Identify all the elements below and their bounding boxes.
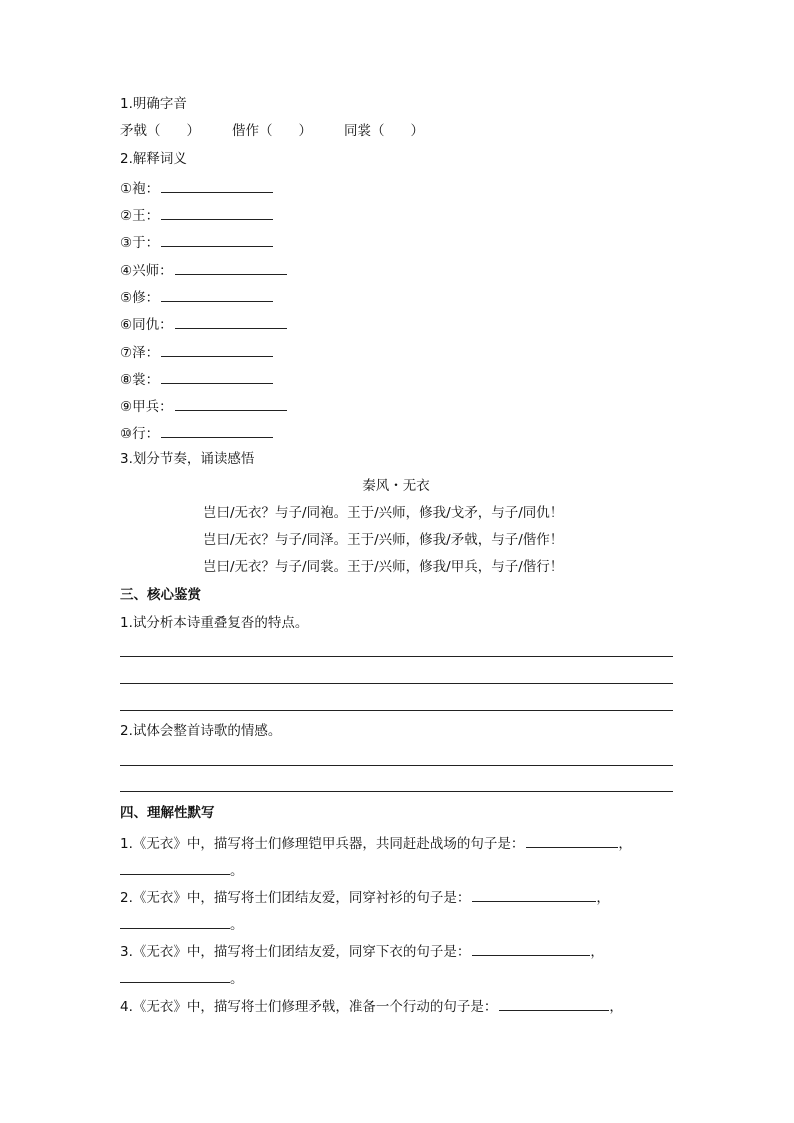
answer-line[interactable] xyxy=(120,791,673,792)
poem-line: 岂曰/无衣？与子/同袍。王于/兴师，修我/戈矛，与子/同仇！ xyxy=(203,505,564,521)
punctuation: ， xyxy=(618,836,632,852)
answer-blank[interactable] xyxy=(526,835,618,848)
dictation-question-text: 4.《无衣》中，描写将士们修理矛戟，准备一个行动的句子是： xyxy=(120,999,498,1015)
meaning-item xyxy=(120,289,273,306)
answer-blank[interactable] xyxy=(175,398,287,411)
answer-blank[interactable] xyxy=(120,862,230,875)
punctuation: ， xyxy=(609,999,623,1015)
dictation-continuation xyxy=(120,862,244,879)
meaning-label: ⑩行： xyxy=(120,426,160,442)
pronunciation-item xyxy=(232,125,312,139)
punctuation: 。 xyxy=(230,971,244,987)
meaning-item xyxy=(120,344,273,361)
answer-blank[interactable] xyxy=(472,889,596,902)
meaning-label: ⑦泽： xyxy=(120,345,160,361)
poem-title: 秦风・无衣 xyxy=(362,478,430,494)
answer-blank[interactable] xyxy=(175,316,287,329)
meaning-label: ⑧裳： xyxy=(120,372,160,388)
answer-line[interactable] xyxy=(120,710,673,711)
meaning-label: ③于： xyxy=(120,235,160,251)
pronunciation-close: ） xyxy=(298,123,312,139)
dictation-question xyxy=(120,998,623,1015)
meaning-item xyxy=(120,234,273,251)
section-dictation-heading: 四、理解性默写 xyxy=(120,805,215,821)
answer-line[interactable] xyxy=(120,683,673,684)
pronunciation-item xyxy=(120,125,200,139)
pronunciation-word: 同裳（ xyxy=(344,123,385,139)
section-rhythm-title: 3.划分节奏，诵读感悟 xyxy=(120,451,255,467)
meaning-label: ⑤修： xyxy=(120,290,160,306)
dictation-question-text: 2.《无衣》中，描写将士们团结友爱，同穿衬衫的句子是： xyxy=(120,890,471,906)
answer-line[interactable] xyxy=(120,765,673,766)
answer-blank[interactable] xyxy=(120,916,230,929)
meaning-label: ⑥同仇： xyxy=(120,317,173,333)
pronunciation-word: 矛戟（ xyxy=(120,123,161,139)
dictation-question xyxy=(120,943,604,960)
dictation-question-text: 1.《无衣》中，描写将士们修理铠甲兵器，共同赶赴战场的句子是： xyxy=(120,836,525,852)
section-meanings-title: 2.解释词义 xyxy=(120,151,187,167)
punctuation: 。 xyxy=(230,917,244,933)
answer-blank[interactable] xyxy=(499,998,609,1011)
poem-line: 岂曰/无衣？与子/同泽。王于/兴师，修我/矛戟，与子/偕作！ xyxy=(203,532,564,548)
meaning-item xyxy=(120,316,287,333)
answer-blank[interactable] xyxy=(161,180,273,193)
pronunciation-word: 偕作（ xyxy=(232,123,273,139)
poem-line: 岂曰/无衣？与子/同裳。王于/兴师，修我/甲兵，与子/偕行！ xyxy=(203,559,564,575)
answer-blank[interactable] xyxy=(161,289,273,302)
meaning-item xyxy=(120,207,273,224)
dictation-question-text: 3.《无衣》中，描写将士们团结友爱，同穿下衣的句子是： xyxy=(120,944,471,960)
meaning-item xyxy=(120,425,273,442)
answer-blank[interactable] xyxy=(161,425,273,438)
pronunciation-close: ） xyxy=(186,123,200,139)
answer-blank[interactable] xyxy=(175,262,287,275)
answer-line[interactable] xyxy=(120,656,673,657)
meaning-label: ②王： xyxy=(120,208,160,224)
section-appreciation-heading: 三、核心鉴赏 xyxy=(120,587,201,603)
section-pronunciation-title: 1.明确字音 xyxy=(120,96,187,112)
appreciation-question-1: 1.试分析本诗重叠复沓的特点。 xyxy=(120,615,309,631)
answer-blank[interactable] xyxy=(472,943,590,956)
appreciation-question-2: 2.试体会整首诗歌的情感。 xyxy=(120,723,282,739)
pronunciation-item xyxy=(344,125,424,139)
punctuation: ， xyxy=(596,890,610,906)
answer-blank[interactable] xyxy=(161,207,273,220)
pronunciation-close: ） xyxy=(410,123,424,139)
meaning-item xyxy=(120,371,273,388)
answer-blank[interactable] xyxy=(161,344,273,357)
meaning-label: ⑨甲兵： xyxy=(120,399,173,415)
punctuation: 。 xyxy=(230,863,244,879)
meaning-label: ①袍： xyxy=(120,181,160,197)
answer-blank[interactable] xyxy=(161,234,273,247)
meaning-label: ④兴师： xyxy=(120,263,173,279)
dictation-question xyxy=(120,835,632,852)
meaning-item xyxy=(120,398,287,415)
punctuation: ， xyxy=(590,944,604,960)
dictation-continuation xyxy=(120,916,244,933)
dictation-question xyxy=(120,889,610,906)
answer-blank[interactable] xyxy=(120,970,230,983)
answer-blank[interactable] xyxy=(161,371,273,384)
meaning-item xyxy=(120,180,273,197)
meaning-item xyxy=(120,262,287,279)
dictation-continuation xyxy=(120,970,244,987)
